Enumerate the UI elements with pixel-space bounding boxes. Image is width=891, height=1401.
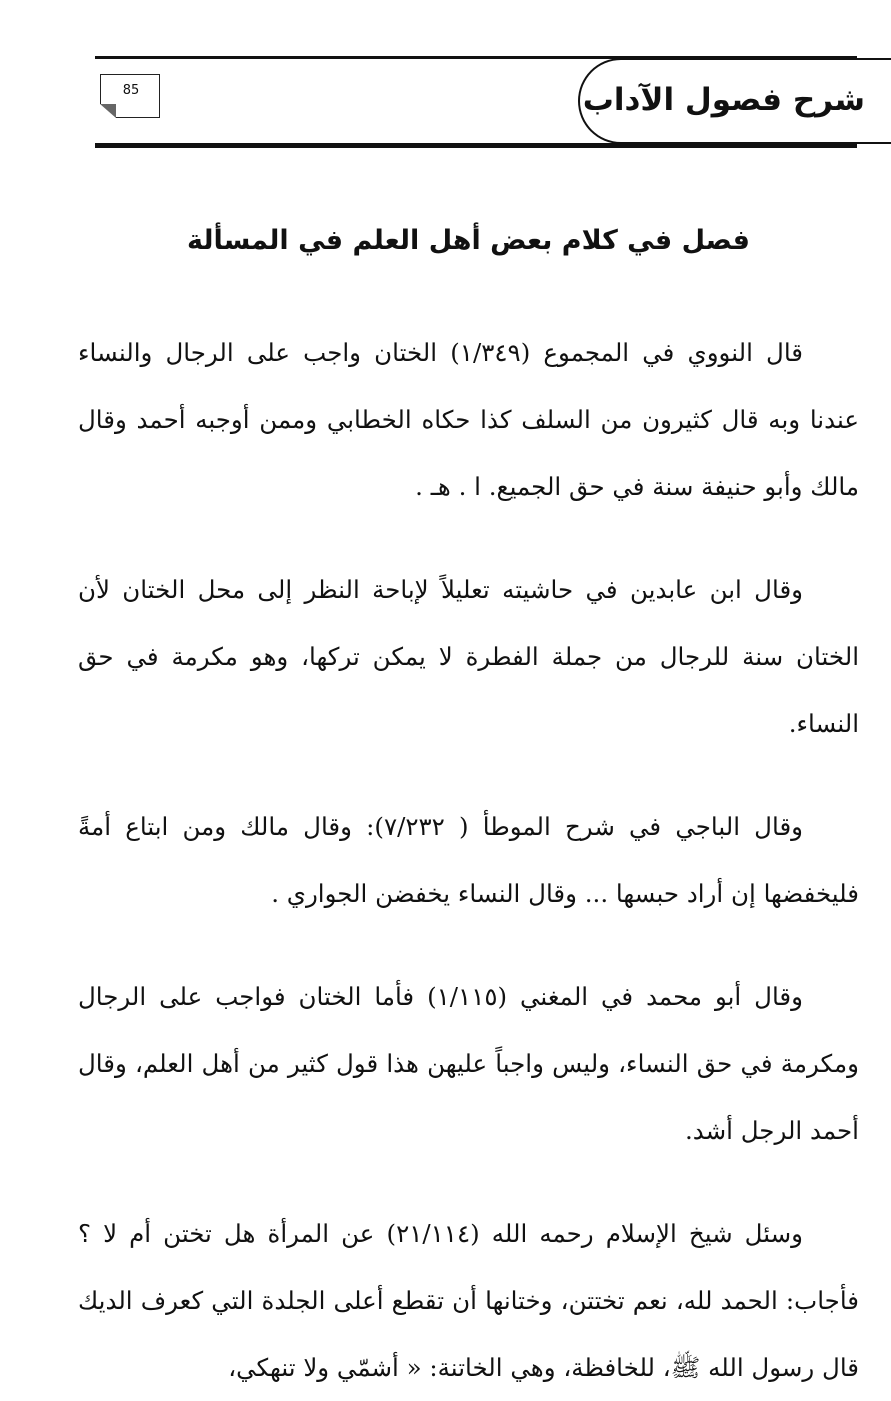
header-bottom-rule <box>95 143 857 148</box>
paragraph-nawawi: قال النووي في المجموع (١/٣٤٩) الختان واجب على الرجال والنساء عندنا وبه قال كثيرون من السلف كذا حكاه الخطابي وممن أوجبه أحمد وقال مالك وأبو حنيفة سنة في حق الجميع. ا . هـ . <box>78 338 859 501</box>
page-content <box>78 215 859 1401</box>
page-number-tag <box>100 74 160 118</box>
book-title: شرح فصول الآداب <box>582 82 865 118</box>
section-heading: فصل في كلام بعض أهل العلم في المسألة <box>187 225 750 256</box>
paragraph-ibn-abidin: وقال ابن عابدين في حاشيته تعليلاً لإباحة النظر إلى محل الختان لأن الختان سنة للرجال من جملة الفطرة لا يمكن تركها، وهو مكرمة في حق النساء. <box>78 575 859 738</box>
page-curl-icon <box>100 104 116 118</box>
page-number: 85 <box>122 83 140 98</box>
page-header <box>0 0 891 160</box>
paragraph-mughni: وقال أبو محمد في المغني (١/١١٥) فأما الختان فواجب على الرجال ومكرمة في حق النساء، وليس واجباً عليهن هذا قول كثير من أهل العلم، وقال أحمد الرجل أشد. <box>78 982 859 1145</box>
paragraph-ibn-taymiyyah: وسئل شيخ الإسلام رحمه الله (٢١/١١٤) عن المرأة هل تختن أم لا ؟ فأجاب: الحمد لله، نعم تختتن، وختانها أن تقطع أعلى الجلدة التي كعرف الديك قال رسول الله ﷺ، للخافظة، وهي الخاتنة: « أشمّي ولا تنهكي، <box>78 1219 859 1382</box>
paragraph-baji: وقال الباجي في شرح الموطأ ( ٧/٢٣٢): وقال مالك ومن ابتاع أمةً فليخفضها إن أراد حبسها ... وقال النساء يخفضن الجواري . <box>78 812 859 908</box>
